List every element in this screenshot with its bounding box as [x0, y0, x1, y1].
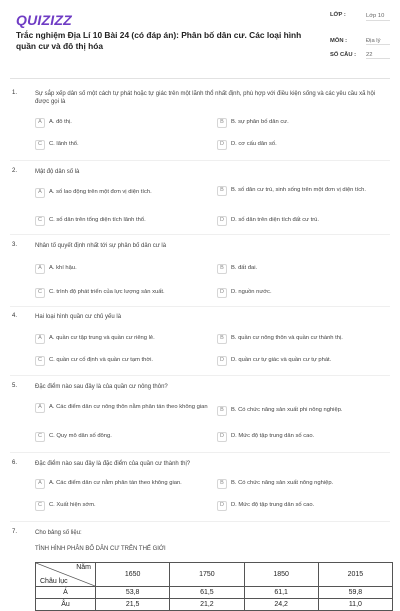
value-cell: 24,2: [244, 599, 318, 611]
population-table: [35, 562, 393, 611]
option-d[interactable]: [217, 216, 389, 226]
option-text: D. Mức độ tập trung dân số cao.: [231, 433, 315, 439]
option-letter-box: D: [217, 432, 227, 442]
meta-subject-row: [330, 38, 390, 52]
meta-subject-label: MÔN :: [330, 38, 348, 44]
question-divider: [10, 375, 390, 376]
option-text: A. Các điểm dân cư nông thôn nằm phân tán theo không gian: [49, 404, 208, 410]
question-divider: [10, 234, 390, 235]
question-text: Hai loại hình quần cư chủ yếu là: [35, 314, 122, 320]
option-letter-box: A: [35, 334, 45, 344]
table-title: TÌNH HÌNH PHÂN BỐ DÂN CƯ TRÊN THẾ GIỚI: [35, 546, 166, 552]
option-c[interactable]: [35, 501, 210, 511]
worksheet-meta: [330, 12, 390, 66]
option-letter-box: B: [217, 186, 227, 196]
year-header: 1750: [170, 563, 244, 587]
option-letter-box: C: [35, 432, 45, 442]
option-letter-box: A: [35, 118, 45, 128]
option-a[interactable]: [35, 188, 210, 198]
option-b[interactable]: [217, 479, 389, 489]
option-letter-box: C: [35, 501, 45, 511]
option-letter-box: D: [217, 216, 227, 226]
option-letter-box: C: [35, 216, 45, 226]
option-c[interactable]: [35, 216, 210, 226]
option-letter-box: A: [35, 264, 45, 274]
question-number: 4.: [12, 313, 18, 319]
option-d[interactable]: [217, 356, 389, 366]
option-letter-box: D: [217, 288, 227, 298]
option-text: D. cơ cấu dân số.: [231, 141, 277, 147]
option-letter-box: A: [35, 479, 45, 489]
quizizz-logo: QUIZIZZ: [16, 12, 72, 28]
question-divider: [10, 306, 390, 307]
table-row: [36, 587, 393, 599]
option-letter-box: B: [217, 334, 227, 344]
question-text: Cho bảng số liệu:: [35, 530, 82, 536]
option-text: D. số dân trên diện tích đất cư trú.: [231, 217, 319, 223]
question-6: [10, 460, 392, 522]
option-b[interactable]: [217, 334, 389, 344]
continent-cell: Á: [36, 587, 96, 599]
option-a[interactable]: [35, 479, 210, 489]
value-cell: 11,0: [318, 599, 392, 611]
option-text: B. quần cư nông thôn và quần cư thành thị.: [231, 335, 343, 341]
option-text: C. quần cư cố định và quần cư tạm thời.: [49, 357, 154, 363]
meta-class-row: [330, 12, 390, 38]
option-letter-box: B: [217, 264, 227, 274]
worksheet-header: [0, 0, 400, 70]
corner-bottom-label: Châu lục: [40, 578, 68, 585]
option-letter-box: C: [35, 140, 45, 150]
option-text: B. đất đai.: [231, 265, 258, 271]
meta-class-label: LỚP :: [330, 12, 346, 18]
option-text: C. Quy mô dân số đông.: [49, 433, 112, 439]
option-a[interactable]: [35, 118, 210, 128]
option-text: B. Có chức năng sản xuất phi nông nghiệp.: [231, 407, 343, 413]
option-letter-box: C: [35, 356, 45, 366]
option-letter-box: B: [217, 406, 227, 416]
meta-count-row: [330, 52, 390, 66]
option-c[interactable]: [35, 356, 210, 366]
option-d[interactable]: [217, 140, 389, 150]
option-text: B. Có chức năng sản xuất nông nghiệp.: [231, 480, 334, 486]
meta-count-label: SỐ CÂU :: [330, 52, 357, 58]
question-number: 7.: [12, 529, 18, 535]
question-number: 5.: [12, 383, 18, 389]
option-a[interactable]: [35, 334, 210, 344]
option-d[interactable]: [217, 432, 389, 442]
question-text: Đặc điểm nào sau đây là của quần cư nông thôn?: [35, 384, 168, 390]
value-cell: 61,1: [244, 587, 318, 599]
option-text: B. sự phân bố dân cư.: [231, 119, 289, 125]
question-number: 3.: [12, 242, 18, 248]
option-letter-box: D: [217, 356, 227, 366]
option-text: C. số dân trên tổng diện tích lãnh thổ.: [49, 217, 146, 223]
table-header-row: [36, 563, 393, 587]
option-b[interactable]: [217, 186, 389, 196]
question-divider: [10, 452, 390, 453]
option-letter-box: D: [217, 501, 227, 511]
worksheet-title: Trắc nghiệm Địa Lí 10 Bài 24 (có đáp án): Phân bố dân cư. Các loại hình quần cư và đô thị hóa: [16, 30, 302, 51]
question-4: [10, 313, 392, 377]
question-text: Sự sắp xếp dân số một cách tự phát hoặc tự giác trên một lãnh thổ nhất định, phù hợp với điều kiện sống và các yêu cầu xã hội được gọi là: [35, 91, 376, 105]
value-cell: 21,5: [96, 599, 170, 611]
option-d[interactable]: [217, 288, 389, 298]
value-cell: 59,8: [318, 587, 392, 599]
question-text: Đặc điểm nào sau đây là đặc điểm của quần cư thành thị?: [35, 461, 191, 467]
option-text: D. quần cư tự giác và quần cư tự phát.: [231, 357, 332, 363]
option-letter-box: C: [35, 288, 45, 298]
continent-cell: Âu: [36, 599, 96, 611]
option-letter-box: D: [217, 140, 227, 150]
question-divider: [10, 160, 390, 161]
meta-count-value: 22: [366, 52, 390, 59]
option-text: D. nguồn nước.: [231, 289, 272, 295]
table-corner-cell: [36, 563, 96, 587]
option-text: C. Xuất hiện sớm.: [49, 502, 96, 508]
option-text: A. khí hậu.: [49, 265, 77, 271]
question-number: 6.: [12, 460, 18, 466]
option-c[interactable]: [35, 288, 210, 298]
option-text: A. Các điểm dân cư nằm phân tán theo không gian.: [49, 480, 182, 486]
option-letter-box: A: [35, 403, 45, 413]
question-number: 2.: [12, 168, 18, 174]
question-3: [10, 242, 392, 308]
option-text: D. Mức độ tập trung dân số cao.: [231, 502, 315, 508]
question-number: 1.: [12, 90, 18, 96]
option-d[interactable]: [217, 501, 389, 511]
option-b[interactable]: [217, 264, 389, 274]
option-text: C. lãnh thổ.: [49, 141, 79, 147]
question-2: [10, 168, 392, 236]
value-cell: 53,8: [96, 587, 170, 599]
option-letter-box: B: [217, 479, 227, 489]
question-text: Mật độ dân số là: [35, 169, 80, 175]
option-b[interactable]: [217, 118, 389, 128]
question-divider: [10, 521, 390, 522]
option-a[interactable]: [35, 403, 210, 413]
option-text: B. số dân cư trú, sinh sống trên một đơn vị diện tích.: [231, 187, 366, 193]
question-text: Nhân tố quyết định nhất tới sự phân bố dân cư là: [35, 243, 167, 249]
meta-class-value: Lớp 10: [366, 12, 390, 21]
table-row: [36, 599, 393, 611]
option-text: A. quần cư tập trung và quần cư riêng lẻ.: [49, 335, 155, 341]
question-5: [10, 383, 392, 455]
option-text: A. đô thị.: [49, 119, 72, 125]
option-text: A. số lao động trên một đơn vị diện tích.: [49, 189, 152, 195]
option-text: C. trình độ phát triển của lực lượng sản xuất.: [49, 289, 165, 295]
option-letter-box: A: [35, 188, 45, 198]
option-b[interactable]: [217, 406, 389, 416]
option-c[interactable]: [35, 432, 210, 442]
year-header: 1850: [244, 563, 318, 587]
option-a[interactable]: [35, 264, 210, 274]
option-c[interactable]: [35, 140, 210, 150]
value-cell: 61,5: [170, 587, 244, 599]
option-letter-box: B: [217, 118, 227, 128]
header-divider: [10, 78, 390, 79]
year-header: 2015: [318, 563, 392, 587]
question-7: [10, 529, 392, 543]
meta-subject-value: Địa lý: [366, 38, 390, 45]
corner-top-label: Năm: [76, 564, 91, 571]
value-cell: 21,2: [170, 599, 244, 611]
question-1: [10, 90, 392, 160]
year-header: 1650: [96, 563, 170, 587]
